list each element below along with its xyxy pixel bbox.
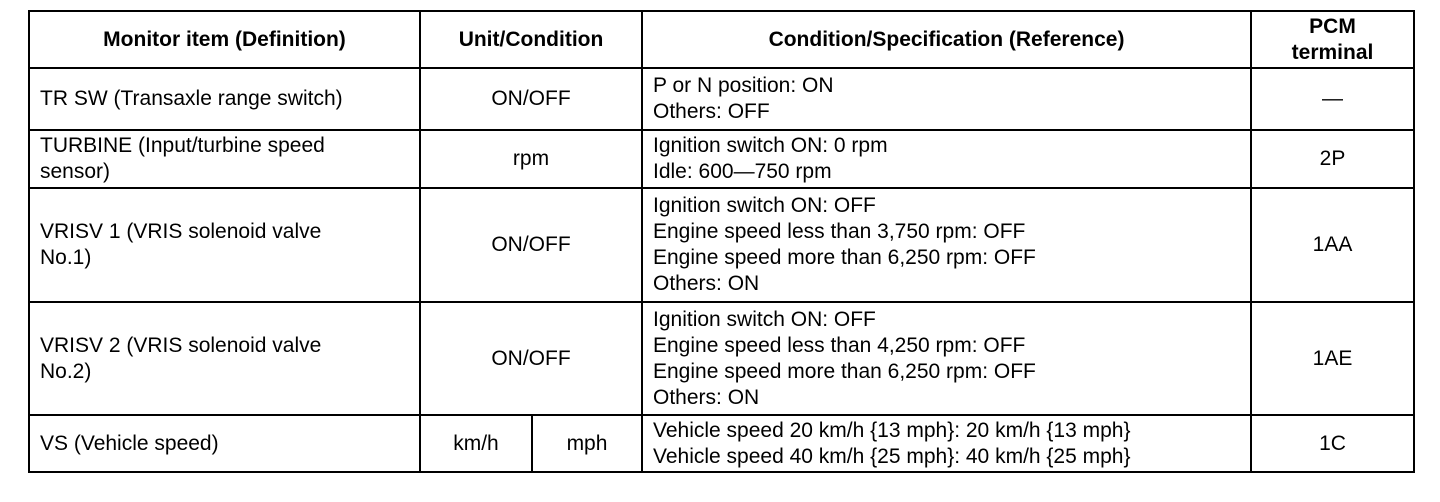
spec-line: Engine speed less than 3,750 rpm: OFF [653, 220, 1026, 243]
header-monitor-item: Monitor item (Definition) [29, 11, 420, 68]
unit-cell-mph: mph [532, 415, 642, 472]
header-pcm-terminal-line1: PCM [1309, 14, 1356, 38]
monitor-item-line: VRISV 2 (VRIS solenoid valve [40, 333, 322, 357]
spec-cell [642, 188, 1251, 302]
terminal-cell: 1AE [1251, 302, 1414, 415]
spec-line: Engine speed less than 4,250 rpm: OFF [653, 333, 1026, 357]
table-row [29, 68, 1414, 130]
spec-line: Engine speed more than 6,250 rpm: OFF [653, 359, 1036, 383]
terminal-cell: 2P [1251, 130, 1414, 188]
terminal-cell [1251, 68, 1414, 130]
header-pcm-terminal-line2: terminal [1291, 40, 1374, 64]
unit-cell: ON/OFF [420, 68, 642, 130]
monitor-item-table-sheet [28, 10, 1413, 488]
spec-line: Others: ON [653, 272, 760, 295]
unit-cell-kmh: km/h [420, 415, 532, 472]
spec-line: Vehicle speed 40 km/h {25 mph}: 40 km/h {25 mph} [653, 444, 1131, 468]
spec-cell [642, 302, 1251, 415]
table-row [29, 302, 1414, 415]
spec-line: Engine speed more than 6,250 rpm: OFF [653, 246, 1036, 269]
table-row [29, 130, 1414, 188]
spec-line: Others: ON [653, 385, 760, 409]
spec-line: Ignition switch ON: OFF [653, 194, 876, 217]
monitor-item-cell: VS (Vehicle speed) [29, 415, 420, 472]
terminal-cell: 1AA [1251, 188, 1414, 302]
monitor-item-line: No.1) [40, 246, 92, 269]
terminal-cell: 1C [1251, 415, 1414, 472]
spec-cell [642, 130, 1251, 188]
spec-line: Ignition switch ON: OFF [653, 307, 876, 331]
spec-line: Vehicle speed 20 km/h {13 mph}: 20 km/h {13 mph} [653, 418, 1131, 442]
unit-cell: ON/OFF [420, 188, 642, 302]
spec-cell [642, 68, 1251, 130]
header-pcm-terminal [1251, 11, 1414, 68]
monitor-item-cell [29, 130, 420, 188]
monitor-item-line: No.2) [40, 359, 92, 383]
spec-line: Others: OFF [653, 100, 770, 123]
table-row [29, 188, 1414, 302]
unit-cell: rpm [420, 130, 642, 188]
table-header-row [29, 11, 1414, 68]
table-row [29, 415, 1414, 472]
spec-line: Idle: 600—750 rpm [653, 160, 832, 183]
monitor-item-line: sensor) [40, 160, 111, 183]
header-condition-spec: Condition/Specification (Reference) [642, 11, 1251, 68]
header-unit-condition: Unit/Condition [420, 11, 642, 68]
terminal-none-dash: — [1322, 87, 1343, 110]
monitor-item-line: TURBINE (Input/turbine speed [40, 134, 325, 157]
spec-cell [642, 415, 1251, 472]
unit-cell: ON/OFF [420, 302, 642, 415]
monitor-item-table [28, 10, 1415, 473]
monitor-item-cell [29, 302, 420, 415]
monitor-item-line: VRISV 1 (VRIS solenoid valve [40, 220, 322, 243]
monitor-item-cell: TR SW (Transaxle range switch) [29, 68, 420, 130]
monitor-item-cell [29, 188, 420, 302]
spec-line: P or N position: ON [653, 74, 834, 97]
spec-line: Ignition switch ON: 0 rpm [653, 134, 888, 157]
